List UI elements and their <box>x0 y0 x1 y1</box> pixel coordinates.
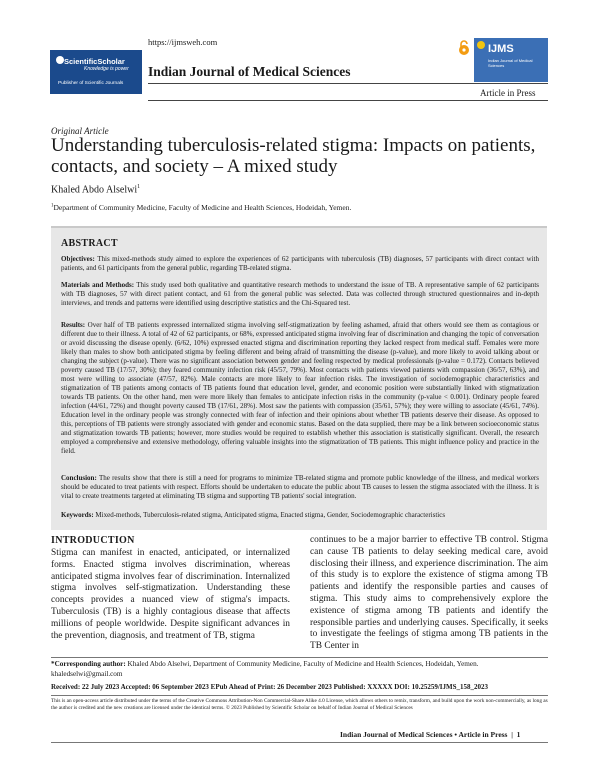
license-text: This is an open-access article distributed under the terms of the Creative Commons Attribution-Non Commercial-Share Alike 4.0 License, which allows others to remix, transform, and build upon the work non-commercially, as long as the author is credited and the new creations are licensed under the identical terms. © 2023 Published by Scientific Scholar on behalf of Indian Journal of Medical Sciences <box>51 698 548 711</box>
results-label: Results: <box>61 321 86 329</box>
header-divider-bottom <box>148 100 548 101</box>
author-line <box>51 184 140 195</box>
corresponding-text: Khaled Abdo Alselwi, Department of Community Medicine, Faculty of Medicine and Health Sciences, Hodeidah, Yemen. khaledselwi@gmail.com <box>51 660 479 678</box>
journal-cover-subtitle: Indian Journal of Medical Sciences <box>488 58 533 68</box>
keywords-text: Mixed-methods, Tuberculosis-related stigma, Anticipated stigma, Enacted stigma, Gender, Sociodemographic characteristics <box>95 511 446 519</box>
globe-icon <box>56 56 64 64</box>
footer-text: Indian Journal of Medical Sciences • Article in Press <box>340 730 508 739</box>
page-footer: Indian Journal of Medical Sciences • Article in Press | 1 <box>340 730 521 739</box>
affiliation: Department of Community Medicine, Faculty of Medicine and Health Sciences, Hodeidah, Yemen. <box>53 203 352 212</box>
badge-dot-icon <box>477 41 485 49</box>
author-name: Khaled Abdo Alselwi <box>51 184 138 196</box>
license-divider <box>51 695 548 696</box>
author-affiliation-mark: 1 <box>137 184 141 190</box>
abstract-conclusion <box>61 474 539 501</box>
keywords-label: Keywords: <box>61 511 94 519</box>
corresponding-label: *Corresponding author: <box>51 660 126 668</box>
abstract-box <box>51 226 547 530</box>
publisher-logo <box>50 50 142 94</box>
publisher-tagline: Knowledge is power <box>84 66 129 72</box>
abstract-objectives <box>61 255 539 273</box>
conclusion-label: Conclusion: <box>61 474 97 482</box>
body-column-left: Stigma can manifest in enacted, anticipated, or internalized forms. Enacted stigma involves discrimination, whereas anticipated stigma involves fear of discrimination. Internalized stigma involves self-stigmatization. Understanding these concepts provides a nuanced view of stigma's impacts. Tuberculosis (TB) is a highly contagious disease that affects millions of people worldwide. Despite significant advances in the prevention, diagnosis, and treatment of TB, stigma <box>51 548 290 641</box>
abstract-heading: ABSTRACT <box>61 238 118 249</box>
article-category: Original Article <box>51 126 109 136</box>
journal-cover-title: IJMS <box>488 43 514 55</box>
article-title: Understanding tuberculosis-related stigma: Impacts on patients, contacts, and society – A mixed study <box>51 135 536 177</box>
publisher-name: ScientificScholar <box>64 57 125 66</box>
abstract-results <box>61 321 539 456</box>
header-divider <box>148 83 548 84</box>
page-number: 1 <box>516 730 521 739</box>
section-heading-introduction: INTRODUCTION <box>51 535 135 546</box>
objectives-label: Objectives: <box>61 255 95 263</box>
abstract-keywords <box>61 511 539 520</box>
methods-label: Materials and Methods: <box>61 281 135 289</box>
body-column-right: continues to be a major barrier to effective TB control. Stigma can cause TB patients to delay seeking medical care, avoid disclosing their illness, and experience discrimination. The aim of this study is to explore the existence of stigma among TB patients and identify the responsible parties and causes of stigma. This study aims to comprehensively explore the existence of stigma among TB patients and identify the responsible parties and underlying causes. Specifically, it seeks to investigate the feelings of stigma among TB patients in the TB Center in <box>310 535 548 652</box>
results-text: Over half of TB patients expressed internalized stigma involving self-stigmatization by feeling ashamed, afraid that others would see them as contagious or different due to their illness. A total of 42 of 62 participants, or 68%, expressed anticipated stigma involving fear of discrimination and changing the topic of conversation or avoid discussing the disease openly. (6/62, 10%) expressed enacted stigma and discrimination reporting they lacked respect from medical staff. Females were more likely than males to show both anticipated stigma by feeling different and being afraid of transmitting the disease (p-value), and more likely to avoid talking about or changing the subject (p-value). There was no significant association between gender and feeling respected by medical professionals (p-value = 0.172). Contacts believed poverty caused TB (17/57, 30%); they feared community infection risk (45/57, 79%). Most contacts with patients viewed patients with compassion (36/57, 63%), and most were willing to associate (47/57, 82%). Male contacts are more likely to fear infection risks. The investigation of sociodemographic characteristics and stigmatization of TB patients among contacts of TB patients found that education level, gender, and economic position were substantially linked with stigmatization towards TB patients. On the other hand, men were more likely than females to anticipate infection risks in the community (p-value < 0.001). Ordinary people feared infection (44/61, 72%) and thought poverty caused TB (17/61, 28%). Most saw the patients with compassion (35/61, 57%); they were willing to associate (45/61, 74%). Education level in the ordinary people was strongly connected with fear of infection and their opinions about whether TB patients deserve their disease. As opposed to this, perceptions of TB patients were strongly associated with gender and economic status. Based on the data supplied, there may be a link between socioeconomic status and stigmatization towards TB patients; however, more studies would be required to establish whether this association is statistically significant. Overall, the research employed a comprehensive and extensive methodology, offering valuable insights into the stigmatization of TB patients. This might influence policy and practice in the field. <box>61 321 539 455</box>
journal-url[interactable]: https://ijmsweh.com <box>148 37 218 47</box>
affiliation-line <box>51 203 351 212</box>
open-access-icon <box>458 40 470 56</box>
journal-name: Indian Journal of Medical Sciences <box>148 64 351 79</box>
conclusion-text: The results show that there is still a need for programs to minimize TB-related stigma and promote public knowledge of the illness, and medical workers should be educated to treat patients with respect. Efforts should be undertaken to educate the public about TB causes to lessen the stigma associated with the illness. It is vital to create treatments targeted at eliminating TB stigma and supporting TB patients' social integration. <box>61 474 539 500</box>
journal-cover-badge <box>474 38 548 82</box>
affiliation-mark: 1 <box>51 203 54 209</box>
objectives-text: This mixed-methods study aimed to explore the experiences of 62 participants with tuberculosis (TB) diagnoses, 57 participants with direct contact with patients, and 61 participants from the general public, regarding TB-related stigma. <box>61 255 540 272</box>
footnote-divider <box>51 657 548 658</box>
article-status: Article in Press <box>480 88 536 98</box>
abstract-methods <box>61 281 539 308</box>
footer-divider <box>51 742 548 743</box>
corresponding-author <box>51 660 548 679</box>
publisher-line: Publisher of Scientific Journals <box>58 81 124 86</box>
methods-text: This study used both qualitative and quantitative research methods to understand the issue of TB. A representative sample of 62 participants with TB diagnoses, 57 with direct patient contact, and 61 from the general public was selected. Data was collected through structured questionnaires and in-depth interviews, and trends and patterns were identified using descriptive statistics and the Chi-Squared test. <box>61 281 539 307</box>
article-dates: Received: 22 July 2023 Accepted: 06 September 2023 EPub Ahead of Print: 26 December 2023 Published: XXXXX DOI: 10.25259/IJMS_158_2023 <box>51 683 489 691</box>
